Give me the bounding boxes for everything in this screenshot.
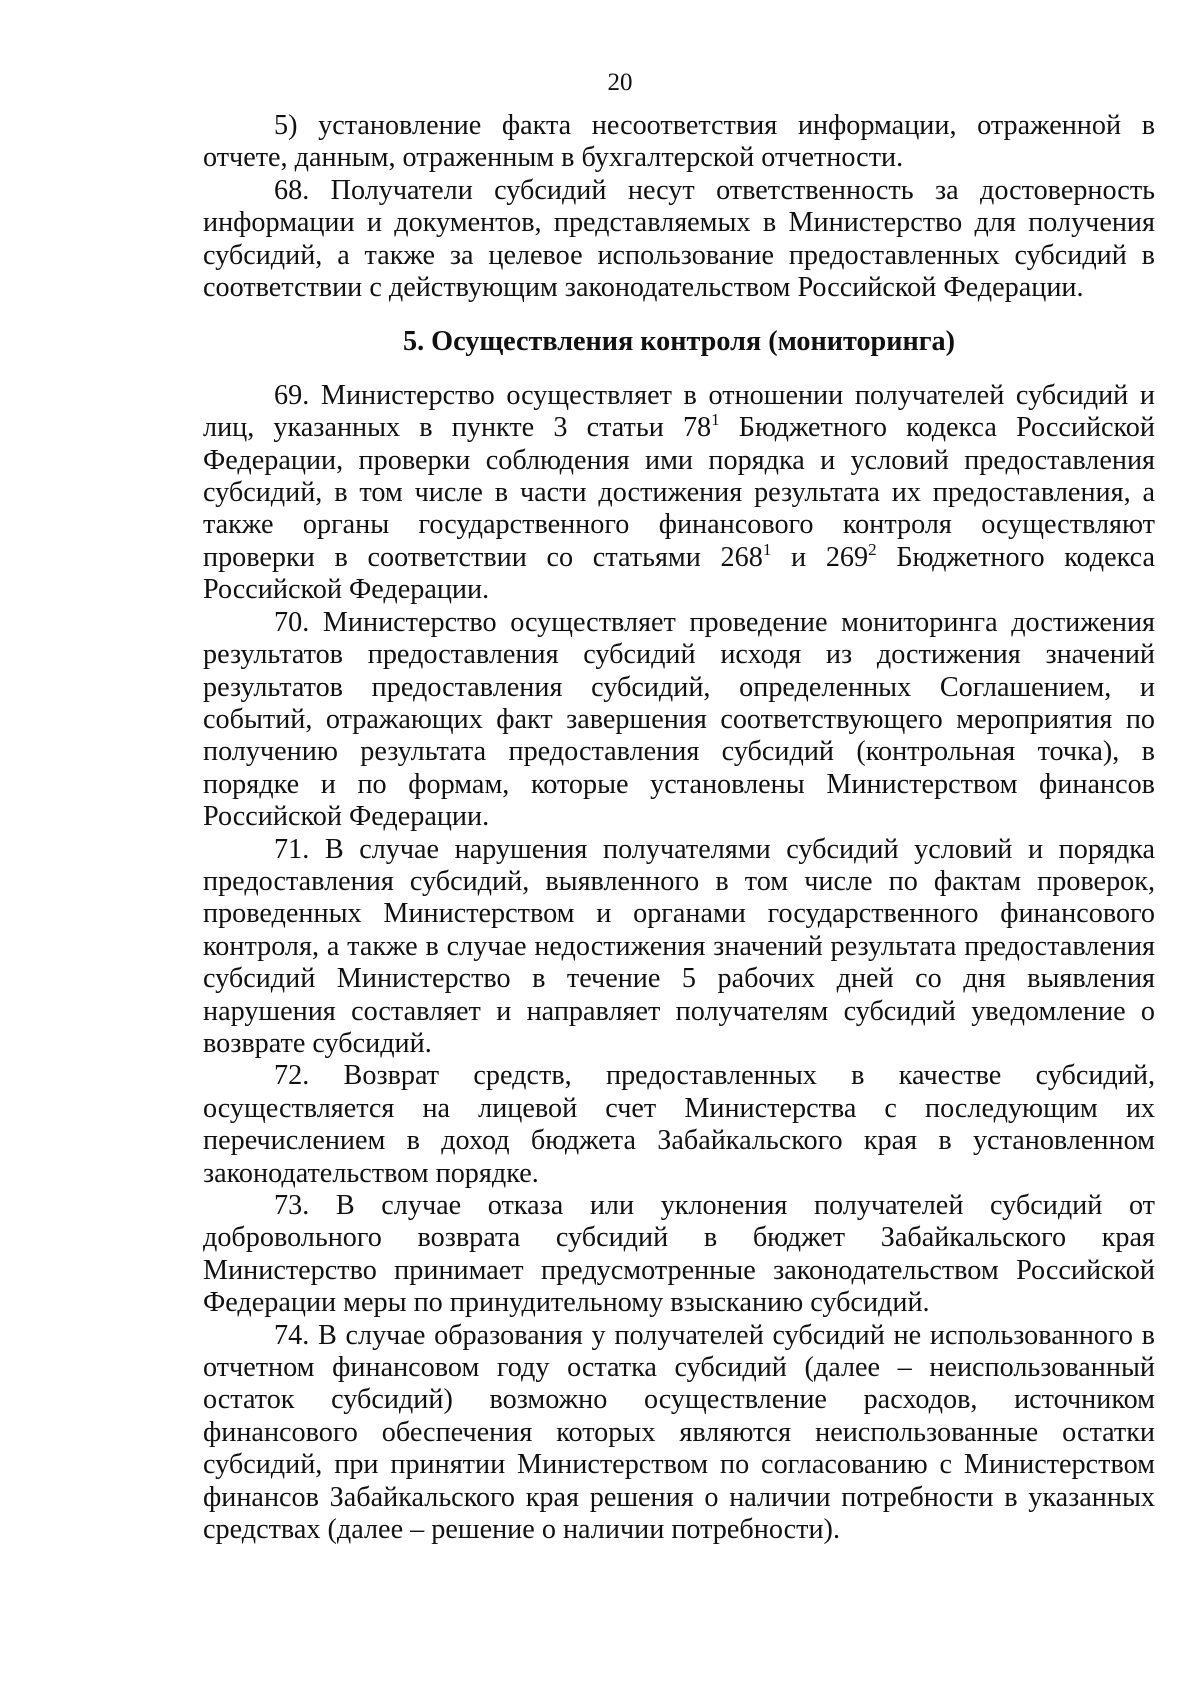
paragraph-69-text-1: 69. Министерство осуществляет в отношении получателей субсидий и лиц, указанных в пункте 3 статьи 78 — [203, 379, 1155, 444]
paragraph-68: 68. Получатели субсидий несут ответственность за достоверность информации и документов, представляемых в Министерство для получения субсидий, а также за целевое использование предоставленных субсидий в соответствии с действующим законодательством Российской Федерации. — [203, 174, 1155, 304]
paragraph-70: 70. Министерство осуществляет проведение мониторинга достижения результатов предоставления субсидий исходя из достижения значений результатов предоставления субсидий, определенных Соглашением, и событий, отражающих факт завершения соответствующего мероприятия по получению результата предоставления субсидий (контрольная точка), в порядке и по формам, которые установлены Министерством финансов Российской Федерации. — [203, 606, 1155, 833]
paragraph-74: 74. В случае образования у получателей субсидий не использованного в отчетном финансовом году остатка субсидий (далее – неиспользованный остаток субсидий) возможно осуществление расходов, источником финансового обеспечения которых являются неиспользованные остатки субсидий, при принятии Министерством по согласованию с Министерством финансов Забайкальского края решения о наличии потребности в указанных средствах (далее – решение о наличии потребности). — [203, 1319, 1155, 1546]
superscript-3: 2 — [868, 539, 877, 559]
paragraph-69 — [203, 380, 1155, 607]
paragraph-73: 73. В случае отказа или уклонения получателей субсидий от добровольного возврата субсидий в бюджет Забайкальского края Министерство принимает предусмотренные законодательством Российской Федерации меры по принудительному взысканию субсидий. — [203, 1190, 1155, 1319]
paragraph-72: 72. Возврат средств, предоставленных в качестве субсидий, осуществляется на лицевой счет Министерства с последующим их перечислением в доход бюджета Забайкальского края в установленном законодательством порядке. — [203, 1060, 1155, 1189]
paragraph-69-text-2: Бюджетного кодекса Российской Федерации, проверки соблюдения ими порядка и условий предоставления субсидий, в том числе в части достижения результата их предоставления, а также органы государственного финансового контроля осуществляют проверки в соответствии со статьями 268 — [203, 412, 1155, 573]
page-number: 20 — [607, 69, 633, 96]
superscript-1: 1 — [711, 410, 720, 430]
paragraph-5: 5) установление факта несоответствия информации, отраженной в отчете, данным, отраженным в бухгалтерской отчетности. — [203, 110, 1155, 174]
section-heading: 5. Осуществления контроля (мониторинга) — [402, 326, 955, 358]
paragraph-71: 71. В случае нарушения получателями субсидий условий и порядка предоставления субсидий, выявленного в том числе по фактам проверок, проведенных Министерством и органами государственного финансового контроля, а также в случае недостижения значений результата предоставления субсидий Министерство в течение 5 рабочих дней со дня выявления нарушения составляет и направляет получателям субсидий уведомление о возврате субсидий. — [203, 833, 1155, 1059]
superscript-2: 1 — [762, 539, 772, 559]
paragraph-69-text-4: Бюджетного кодекса Российской Федерации. — [203, 541, 1155, 606]
paragraph-69-text-3: и 269 — [771, 541, 869, 573]
document-body — [203, 110, 1155, 1546]
